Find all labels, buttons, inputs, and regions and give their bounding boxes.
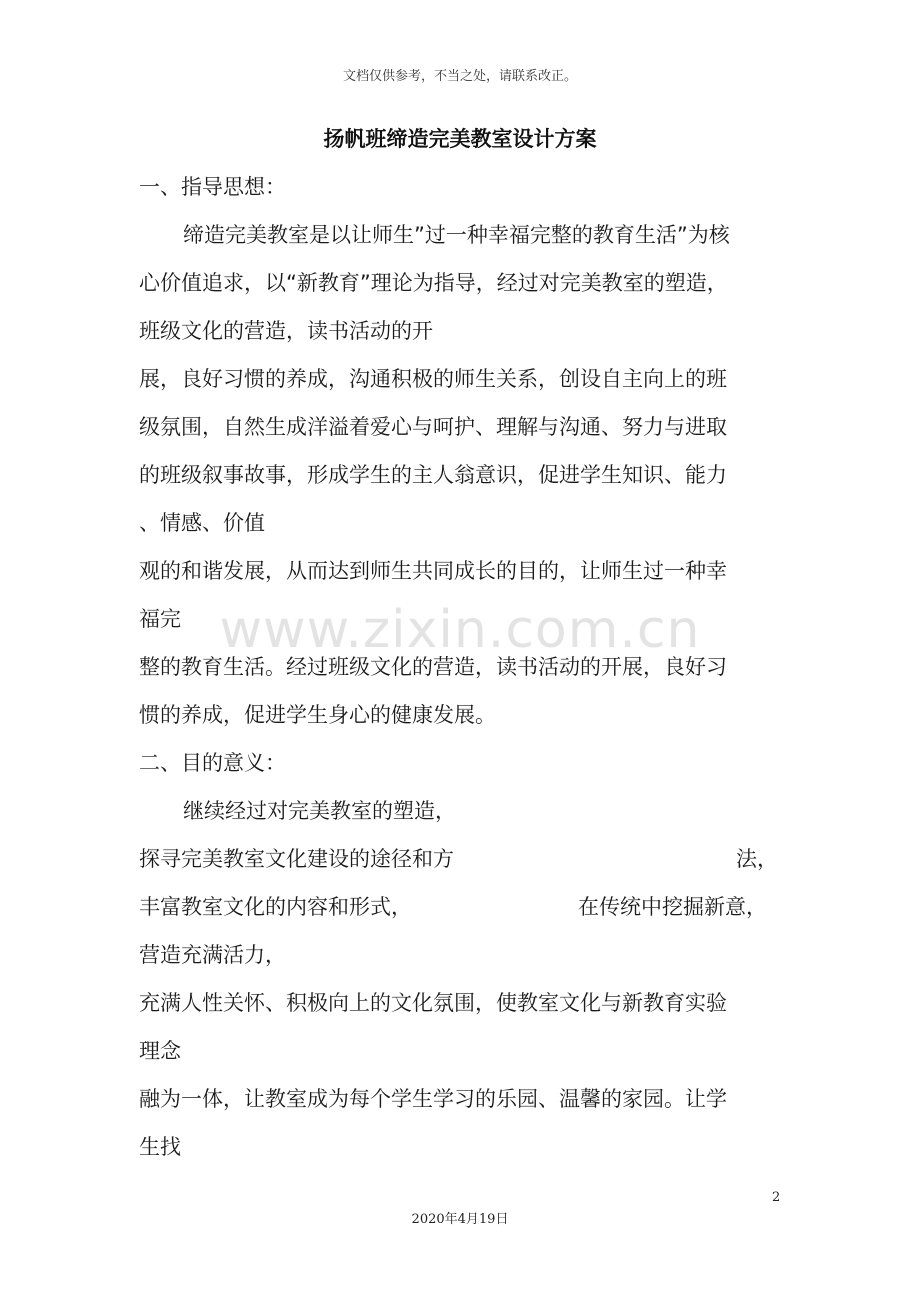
body-line-tail: 在传统中挖掘新意，: [578, 895, 767, 919]
body-line: 营造充满活力，: [139, 943, 286, 967]
body-line: 福完: [139, 607, 181, 631]
body-line: 心价值追求，以“新教育”理论为指导，经过对完美教室的塑造，: [139, 271, 728, 295]
body-line: 丰富教室文化的内容和形式，: [139, 895, 412, 919]
body-line: 、情感、价值: [139, 511, 265, 535]
body-line: 融为一体，让教室成为每个学生学习的乐园、温馨的家园。让学: [139, 1087, 727, 1111]
document-title: 扬帆班缔造完美教室设计方案: [323, 127, 597, 151]
header-disclaimer: 文档仅供参考，不当之处，请联系改正。: [342, 69, 577, 84]
body-line: 缔造完美教室是以让师生”过一种幸福完整的教育生活”为核: [183, 223, 730, 247]
body-line: 班级文化的营造，读书活动的开: [139, 319, 433, 343]
body-line: 观的和谐发展，从而达到师生共同成长的目的，让师生过一种幸: [139, 559, 727, 583]
body-line: 展，良好习惯的养成，沟通积极的师生关系，创设自主向上的班: [139, 367, 727, 391]
body-line: 探寻完美教室文化建设的途径和方: [139, 847, 454, 871]
body-line: 充满人性关怀、积极向上的文化氛围，使教室文化与新教育实验: [139, 991, 727, 1015]
body-line: 生找: [139, 1135, 181, 1159]
body-line: 整的教育生活。经过班级文化的营造，读书活动的开展，良好习: [139, 655, 727, 679]
body-line: 惯的养成，促进学生身心的健康发展。: [139, 703, 496, 727]
section-heading-purpose: 二、目的意义：: [139, 751, 286, 775]
body-line: 的班级叙事故事，形成学生的主人翁意识，促进学生知识、能力: [139, 463, 727, 487]
body-line-tail: 法，: [736, 847, 778, 871]
watermark: www.zixin.com.cn: [219, 600, 701, 660]
footer-date: 2020年4月19日: [411, 1212, 509, 1227]
page-number: 2: [772, 1190, 781, 1205]
body-line: 继续经过对完美教室的塑造，: [183, 799, 456, 823]
body-line: 理念: [139, 1039, 181, 1063]
section-heading-guiding-thought: 一、指导思想：: [139, 175, 286, 199]
body-line: 级氛围，自然生成洋溢着爱心与呵护、理解与沟通、努力与进取: [139, 415, 727, 439]
